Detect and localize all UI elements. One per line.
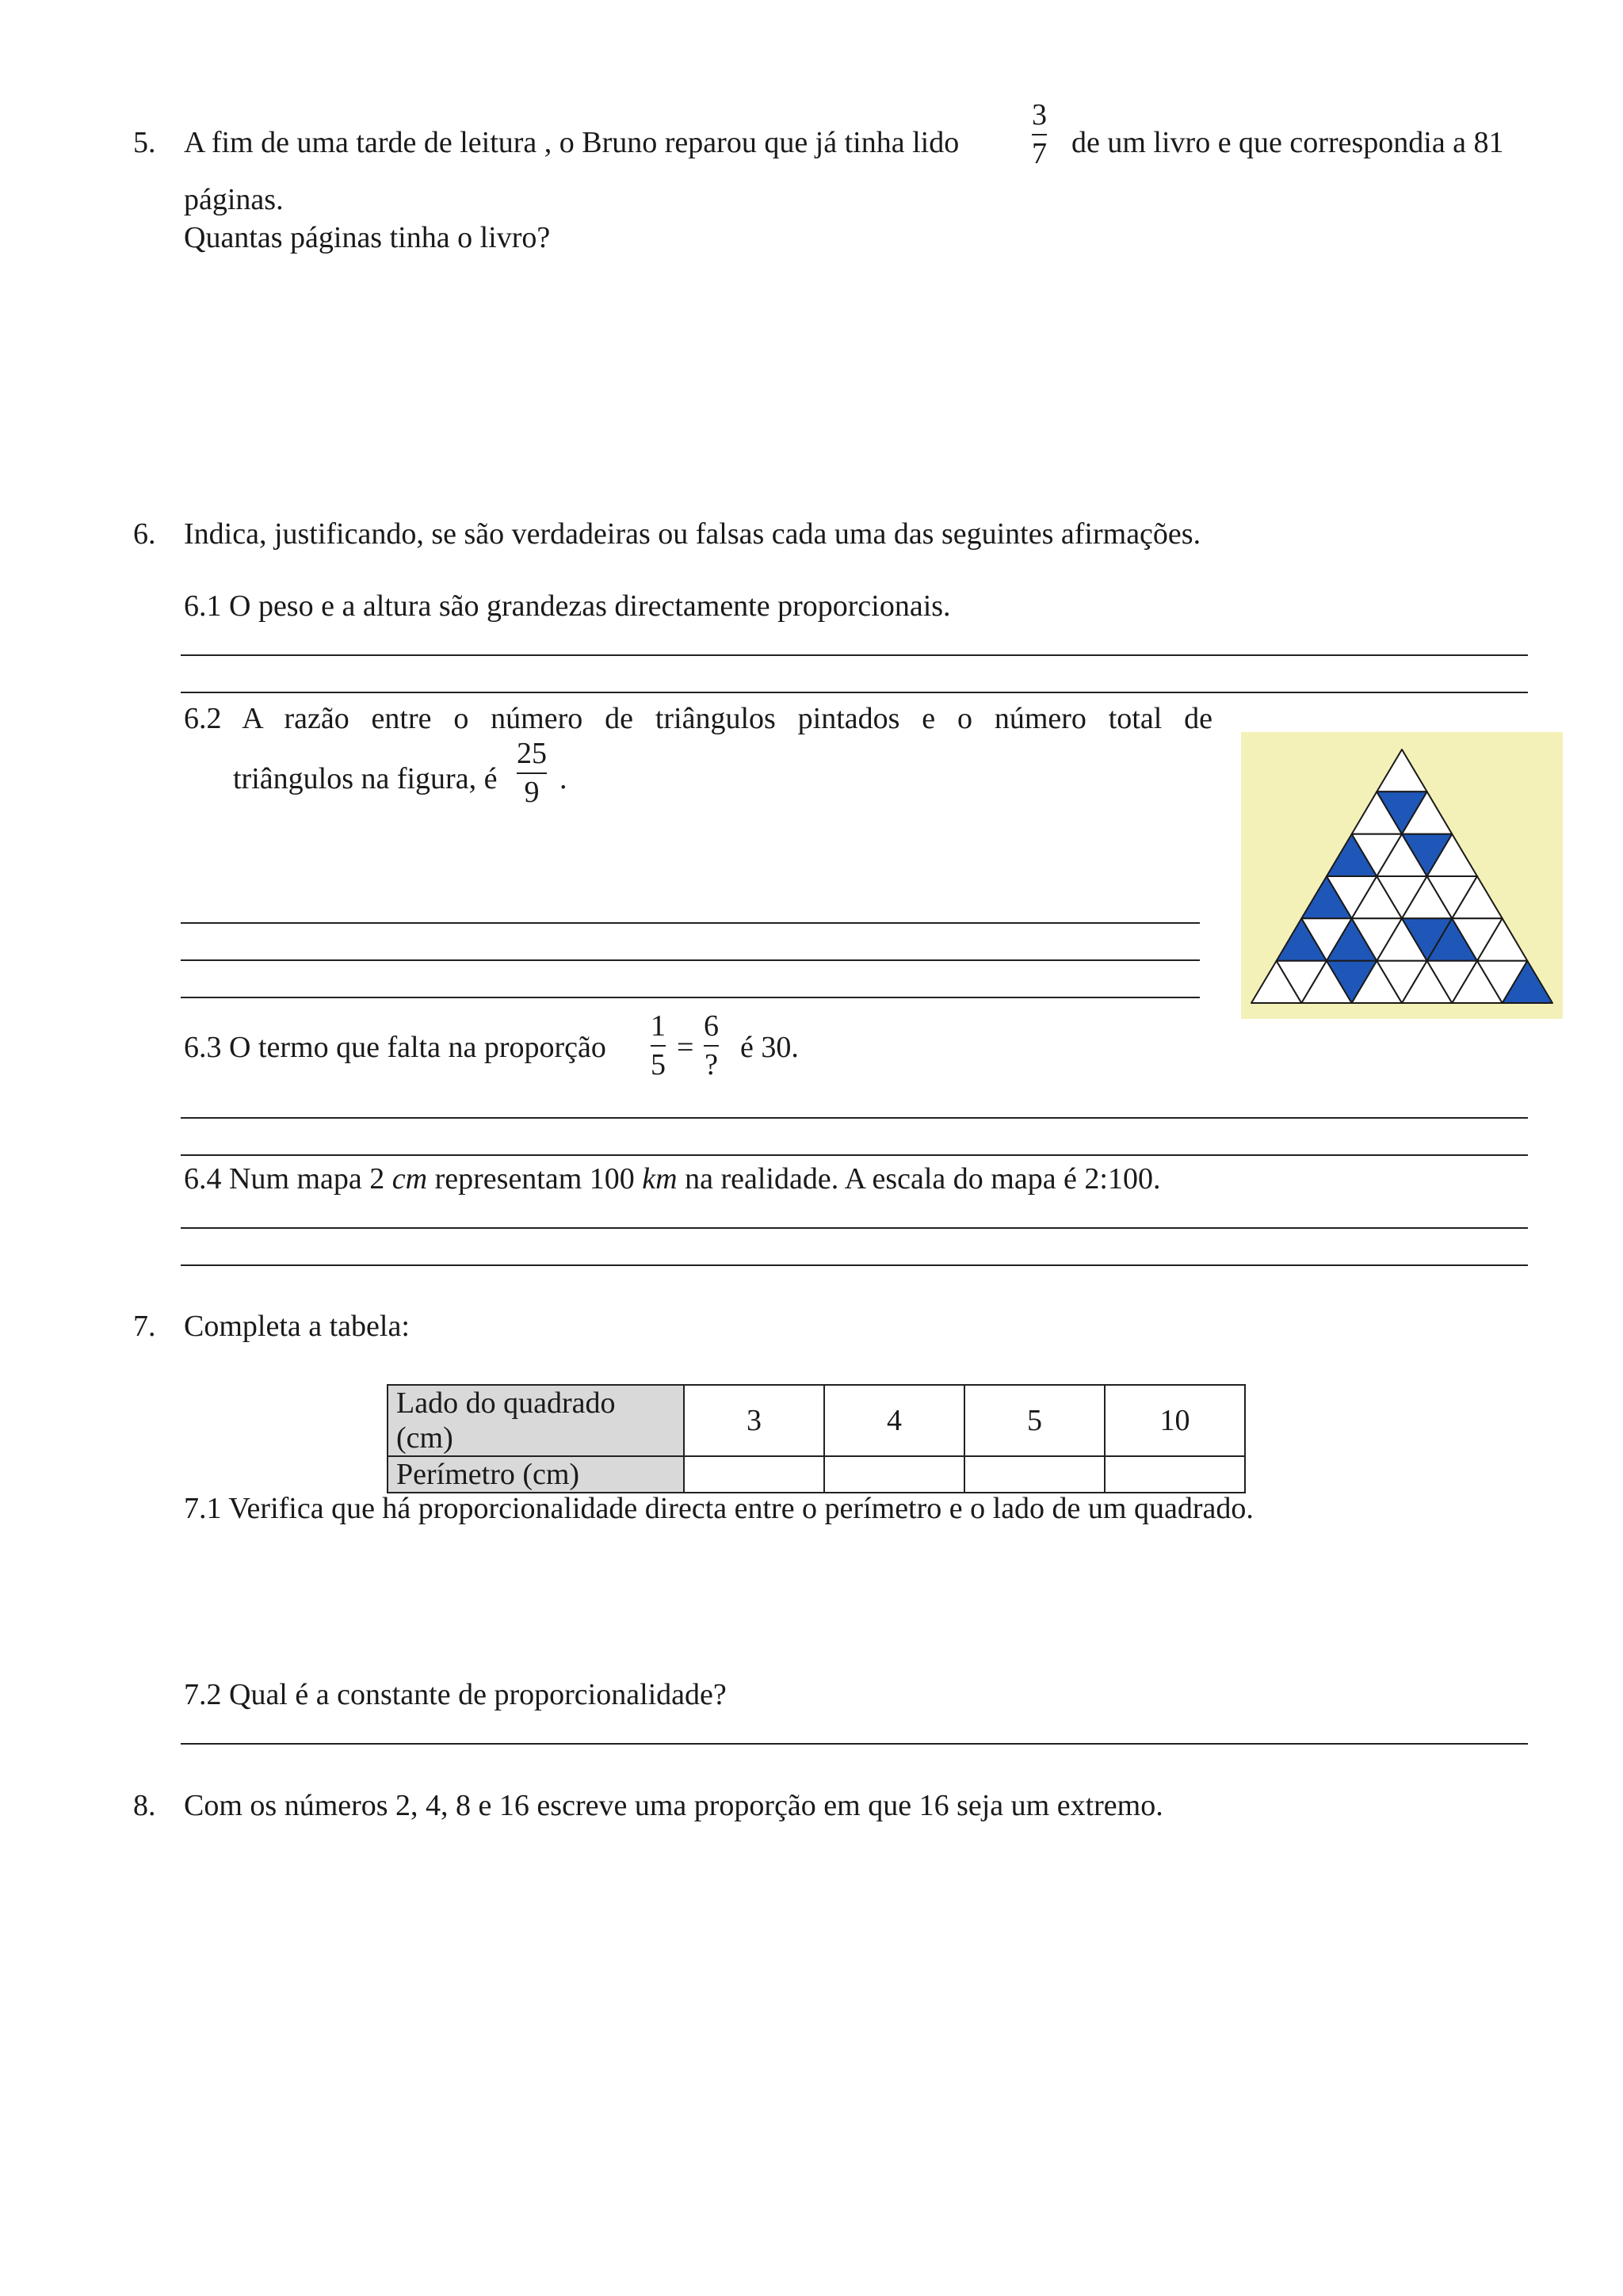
q6-3-equals: =	[677, 1031, 694, 1064]
q6-3-fraction-left-denominator: 5	[651, 1048, 666, 1081]
table-cell: 3	[684, 1385, 824, 1456]
q6-4-text-a: 6.4 Num mapa 2	[184, 1162, 385, 1196]
answer-line[interactable]	[181, 922, 1200, 924]
q6-3-fraction-right-numerator: 6	[704, 1009, 719, 1043]
fraction-bar	[651, 1045, 666, 1047]
q6-2-period: .	[559, 762, 567, 795]
answer-line[interactable]	[181, 654, 1528, 656]
fraction-bar	[704, 1045, 719, 1047]
fraction-bar	[517, 772, 547, 774]
answer-line[interactable]	[181, 997, 1200, 998]
table-cell-empty[interactable]	[964, 1456, 1105, 1493]
q5-fraction	[1032, 98, 1047, 170]
q6-2-statement-line2: triângulos na figura, é	[233, 762, 498, 795]
answer-line[interactable]	[181, 1227, 1528, 1229]
q6-2-fraction-numerator: 25	[517, 737, 547, 770]
q5-text-line1a: A fim de uma tarde de leitura , o Bruno reparou que já tinha lido	[184, 126, 960, 159]
q6-1-statement: 6.1 O peso e a altura são grandezas directamente proporcionais.	[184, 589, 951, 623]
q5-text-line2: páginas.	[184, 183, 284, 216]
table-cell-empty[interactable]	[684, 1456, 824, 1493]
q6-intro: Indica, justificando, se são verdadeiras ou falsas cada uma das seguintes afirmações.	[184, 517, 1201, 551]
q6-2-statement-line1: 6.2 A razão entre o número de triângulos pintados e o número total de	[184, 702, 1212, 735]
q6-2-fraction	[517, 737, 547, 809]
q8-statement: Com os números 2, 4, 8 e 16 escreve uma proporção em que 16 seja um extremo.	[184, 1789, 1163, 1822]
q5-fraction-numerator: 3	[1032, 98, 1047, 132]
answer-line[interactable]	[181, 1117, 1528, 1119]
q6-4-unit-km: km	[642, 1162, 678, 1196]
table-row-header: Perímetro (cm)	[388, 1456, 684, 1493]
q6-3-fraction-right-denominator: ?	[705, 1048, 718, 1081]
answer-line[interactable]	[181, 1743, 1528, 1745]
q6-4-unit-cm: cm	[391, 1162, 428, 1196]
table-cell-empty[interactable]	[1105, 1456, 1245, 1493]
answer-line[interactable]	[181, 1264, 1528, 1266]
q6-number: 6.	[133, 517, 156, 551]
q6-3-statement-a: 6.3 O termo que falta na proporção	[184, 1031, 606, 1064]
answer-line[interactable]	[181, 959, 1200, 961]
table-cell-empty[interactable]	[824, 1456, 964, 1493]
q6-4-text-b: representam 100	[434, 1162, 635, 1196]
q8-number: 8.	[133, 1789, 156, 1822]
q7-1-statement: 7.1 Verifica que há proporcionalidade directa entre o perímetro e o lado de um quadrado.	[184, 1492, 1254, 1525]
table-row	[388, 1385, 1245, 1456]
q7-2-statement: 7.2 Qual é a constante de proporcionalidade?	[184, 1678, 727, 1711]
table-cell: 4	[824, 1385, 964, 1456]
q5-number: 5.	[133, 126, 156, 159]
answer-line[interactable]	[181, 692, 1528, 693]
table-cell: 5	[964, 1385, 1105, 1456]
q5-fraction-denominator: 7	[1032, 137, 1047, 170]
fraction-bar	[1032, 134, 1047, 135]
q5-text-line1b: de um livro e que correspondia a 81	[1071, 126, 1504, 159]
q6-2-fraction-denominator: 9	[524, 776, 540, 809]
q6-3-fraction-right	[704, 1009, 719, 1081]
q6-3-fraction-left	[651, 1009, 666, 1081]
q7-number: 7.	[133, 1310, 156, 1343]
q6-3-fraction-left-numerator: 1	[651, 1009, 666, 1043]
q6-4-text-c: na realidade. A escala do mapa é 2:100.	[685, 1162, 1161, 1196]
q7-intro: Completa a tabela:	[184, 1310, 410, 1343]
answer-line[interactable]	[181, 1154, 1528, 1156]
q6-4-statement	[184, 1161, 1160, 1196]
table-row	[388, 1456, 1245, 1493]
proportion-table	[387, 1384, 1246, 1493]
triangle-figure	[1241, 732, 1563, 1019]
q6-3-statement-b: é 30.	[740, 1031, 799, 1064]
table-row-header: Lado do quadrado (cm)	[388, 1385, 684, 1456]
table-cell: 10	[1105, 1385, 1245, 1456]
q5-question: Quantas páginas tinha o livro?	[184, 221, 551, 254]
